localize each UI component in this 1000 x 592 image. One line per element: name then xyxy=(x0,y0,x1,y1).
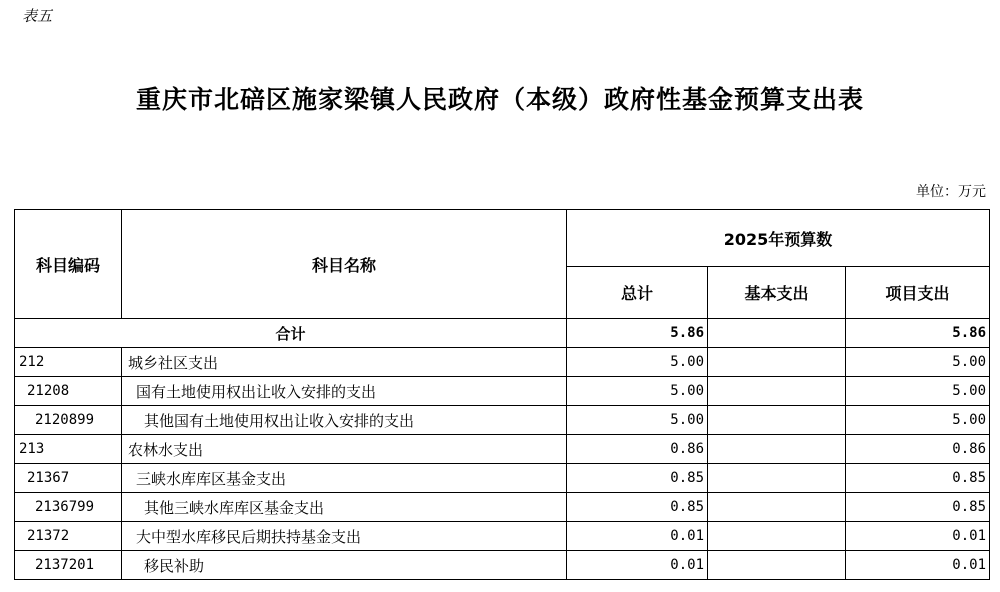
cell-project: 5.00 xyxy=(846,348,990,377)
cell-project: 0.01 xyxy=(846,551,990,580)
header-name: 科目名称 xyxy=(122,210,567,319)
header-code: 科目编码 xyxy=(15,210,122,319)
cell-name: 农林水支出 xyxy=(122,435,567,464)
cell-basic xyxy=(708,493,846,522)
cell-basic xyxy=(708,348,846,377)
cell-basic xyxy=(708,377,846,406)
budget-table xyxy=(14,209,990,580)
cell-code: 213 xyxy=(15,435,122,464)
cell-total: 0.86 xyxy=(567,435,708,464)
table-row xyxy=(15,348,990,377)
cell-project: 5.00 xyxy=(846,406,990,435)
total-basic xyxy=(708,319,846,348)
cell-project: 0.85 xyxy=(846,464,990,493)
header-total: 总计 xyxy=(567,267,708,319)
table-tag: 表五 xyxy=(22,7,53,25)
header-budget-group: 2025年预算数 xyxy=(567,210,990,267)
cell-code: 21372 xyxy=(15,522,122,551)
cell-name: 国有土地使用权出让收入安排的支出 xyxy=(122,377,567,406)
unit-label: 单位：万元 xyxy=(916,184,986,200)
cell-total: 0.85 xyxy=(567,493,708,522)
cell-basic xyxy=(708,435,846,464)
cell-total: 5.00 xyxy=(567,348,708,377)
cell-project: 0.01 xyxy=(846,522,990,551)
cell-basic xyxy=(708,464,846,493)
cell-name: 移民补助 xyxy=(122,551,567,580)
cell-name: 大中型水库移民后期扶持基金支出 xyxy=(122,522,567,551)
total-project: 5.86 xyxy=(846,319,990,348)
cell-project: 0.86 xyxy=(846,435,990,464)
cell-code: 2120899 xyxy=(15,406,122,435)
cell-total: 5.00 xyxy=(567,377,708,406)
cell-basic xyxy=(708,522,846,551)
header-project: 项目支出 xyxy=(846,267,990,319)
cell-name: 城乡社区支出 xyxy=(122,348,567,377)
table-row xyxy=(15,406,990,435)
header-basic: 基本支出 xyxy=(708,267,846,319)
cell-code: 21367 xyxy=(15,464,122,493)
cell-code: 2137201 xyxy=(15,551,122,580)
table-row xyxy=(15,551,990,580)
total-row xyxy=(15,319,990,348)
table-row xyxy=(15,377,990,406)
table-row xyxy=(15,493,990,522)
total-value: 5.86 xyxy=(567,319,708,348)
cell-code: 212 xyxy=(15,348,122,377)
cell-basic xyxy=(708,406,846,435)
cell-total: 0.85 xyxy=(567,464,708,493)
total-label: 合计 xyxy=(15,319,567,348)
cell-code: 21208 xyxy=(15,377,122,406)
cell-name: 三峡水库库区基金支出 xyxy=(122,464,567,493)
cell-name: 其他三峡水库库区基金支出 xyxy=(122,493,567,522)
cell-project: 5.00 xyxy=(846,377,990,406)
cell-total: 0.01 xyxy=(567,551,708,580)
cell-total: 5.00 xyxy=(567,406,708,435)
cell-total: 0.01 xyxy=(567,522,708,551)
table-row xyxy=(15,522,990,551)
table-row xyxy=(15,464,990,493)
cell-basic xyxy=(708,551,846,580)
page-title: 重庆市北碚区施家梁镇人民政府（本级）政府性基金预算支出表 xyxy=(135,85,864,114)
table-row xyxy=(15,435,990,464)
cell-name: 其他国有土地使用权出让收入安排的支出 xyxy=(122,406,567,435)
cell-project: 0.85 xyxy=(846,493,990,522)
cell-code: 2136799 xyxy=(15,493,122,522)
